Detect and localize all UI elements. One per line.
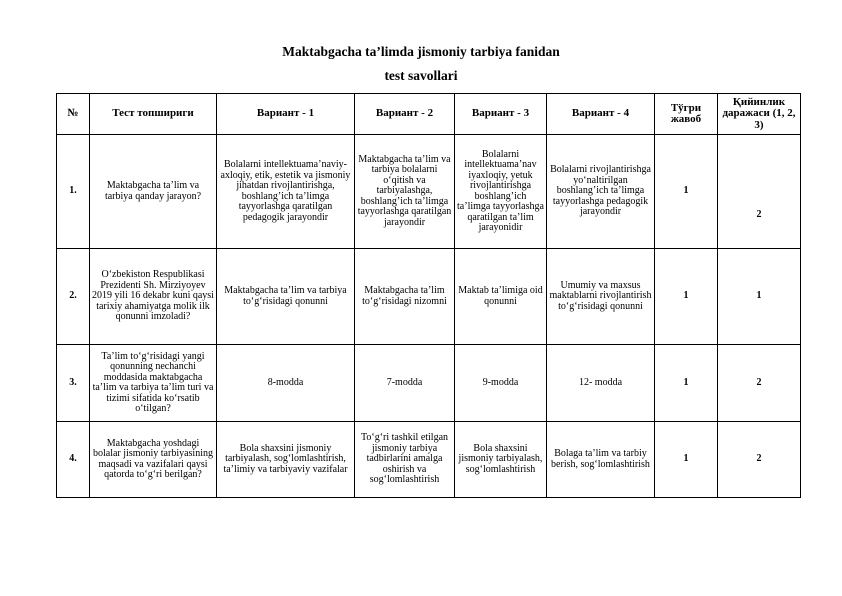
table-header-row [57, 94, 801, 135]
row-correct-answer: 1 [655, 422, 718, 498]
row-difficulty: 2 [718, 135, 801, 249]
table-row [57, 345, 801, 422]
row-variant-1: Maktabgacha ta’lim va tarbiya to‘g‘risidagi qonunni [217, 249, 355, 345]
document-title: Maktabgacha ta’limda jismoniy tarbiya fanidan [282, 44, 560, 59]
row-variant-4: Bolalarni rivojlantirishga yo‘naltirilgan boshlang’ich ta’limga tayyorlashga pedagogik jarayondir [547, 135, 655, 249]
header-number: № [57, 94, 90, 135]
row-variant-1: Bolalarni intellektuama’naviy-axloqiy, etik, estetik va jismoniy jihatdan rivojlantirishga, boshlang’ich ta’limga tayyorlashga qaratilgan pedagogik jarayondir [217, 135, 355, 249]
row-variant-4: 12- modda [547, 345, 655, 422]
row-correct-answer: 1 [655, 345, 718, 422]
row-task: Ta’lim to‘g‘risidagi yangi qonunning nechanchi moddasida maktabgacha ta’lim va tarbiya ta’lim turi va tizimi sifatida ko‘rsatib o‘tilgan? [90, 345, 217, 422]
row-correct-answer: 1 [655, 249, 718, 345]
row-number: 1. [57, 135, 90, 249]
row-variant-4: Umumiy va maxsus maktablarni rivojlantirish to‘g‘risidagi qonunni [547, 249, 655, 345]
row-variant-3: Maktab ta’limiga oid qonunni [455, 249, 547, 345]
header-variant-4: Вариант - 4 [547, 94, 655, 135]
row-task: Maktabgacha yoshdagi bolalar jismoniy tarbiyasining maqsadi va vazifalari qaysi qatorda to‘g‘ri berilgan? [90, 422, 217, 498]
header-correct-answer: Тўгри жавоб [655, 94, 718, 135]
row-variant-4: Bolaga ta’lim va tarbiy berish, sog‘lomlashtirish [547, 422, 655, 498]
row-task: Maktabgacha ta’lim va tarbiya qanday jarayon? [90, 135, 217, 249]
table-row [57, 422, 801, 498]
row-variant-1: Bola shaxsini jismoniy tarbiyalash, sog‘lomlashtirish, ta’limiy va tarbiyaviy vazifalar [217, 422, 355, 498]
row-number: 2. [57, 249, 90, 345]
row-number: 4. [57, 422, 90, 498]
row-difficulty: 1 [718, 249, 801, 345]
row-variant-2: 7-modda [355, 345, 455, 422]
header-difficulty: Қийинлик даражаси (1, 2, 3) [718, 94, 801, 135]
row-variant-3: Bola shaxsini jismoniy tarbiyalash, sog‘lomlashtirish [455, 422, 547, 498]
table-row [57, 135, 801, 249]
header-task: Тест топшириги [90, 94, 217, 135]
row-task: O‘zbekiston Respublikasi Prezidenti Sh. Mirziyoyev 2019 yili 16 dekabr kuni qaysi tarixiy ahamiyatga molik ilk qonunni imzoladi? [90, 249, 217, 345]
test-questions-table [56, 93, 801, 498]
header-variant-3: Вариант - 3 [455, 94, 547, 135]
row-difficulty: 2 [718, 422, 801, 498]
row-variant-3: Bolalarni intellektuama’nav iyaxloqiy, yetuk rivojlantirishga boshlang’ich ta’limga tayyorlashga qaratilgan ta’lim jarayonidir [455, 135, 547, 249]
row-number: 3. [57, 345, 90, 422]
row-variant-2: Maktabgacha ta’lim to‘g‘risidagi nizomni [355, 249, 455, 345]
header-variant-1: Вариант - 1 [217, 94, 355, 135]
row-variant-2: Maktabgacha ta’lim va tarbiya bolalarni o‘qitish va tarbiyalashga, boshlang’ich ta’limga tayyorlashga qaratilgan jarayondir [355, 135, 455, 249]
table-row [57, 249, 801, 345]
row-correct-answer: 1 [655, 135, 718, 249]
row-variant-1: 8-modda [217, 345, 355, 422]
document-subtitle: test savollari [384, 68, 458, 83]
row-difficulty: 2 [718, 345, 801, 422]
row-variant-2: To‘g‘ri tashkil etilgan jismoniy tarbiya tadbirlarini amalga oshirish va sog‘lomlashtirish [355, 422, 455, 498]
header-variant-2: Вариант - 2 [355, 94, 455, 135]
row-variant-3: 9-modda [455, 345, 547, 422]
